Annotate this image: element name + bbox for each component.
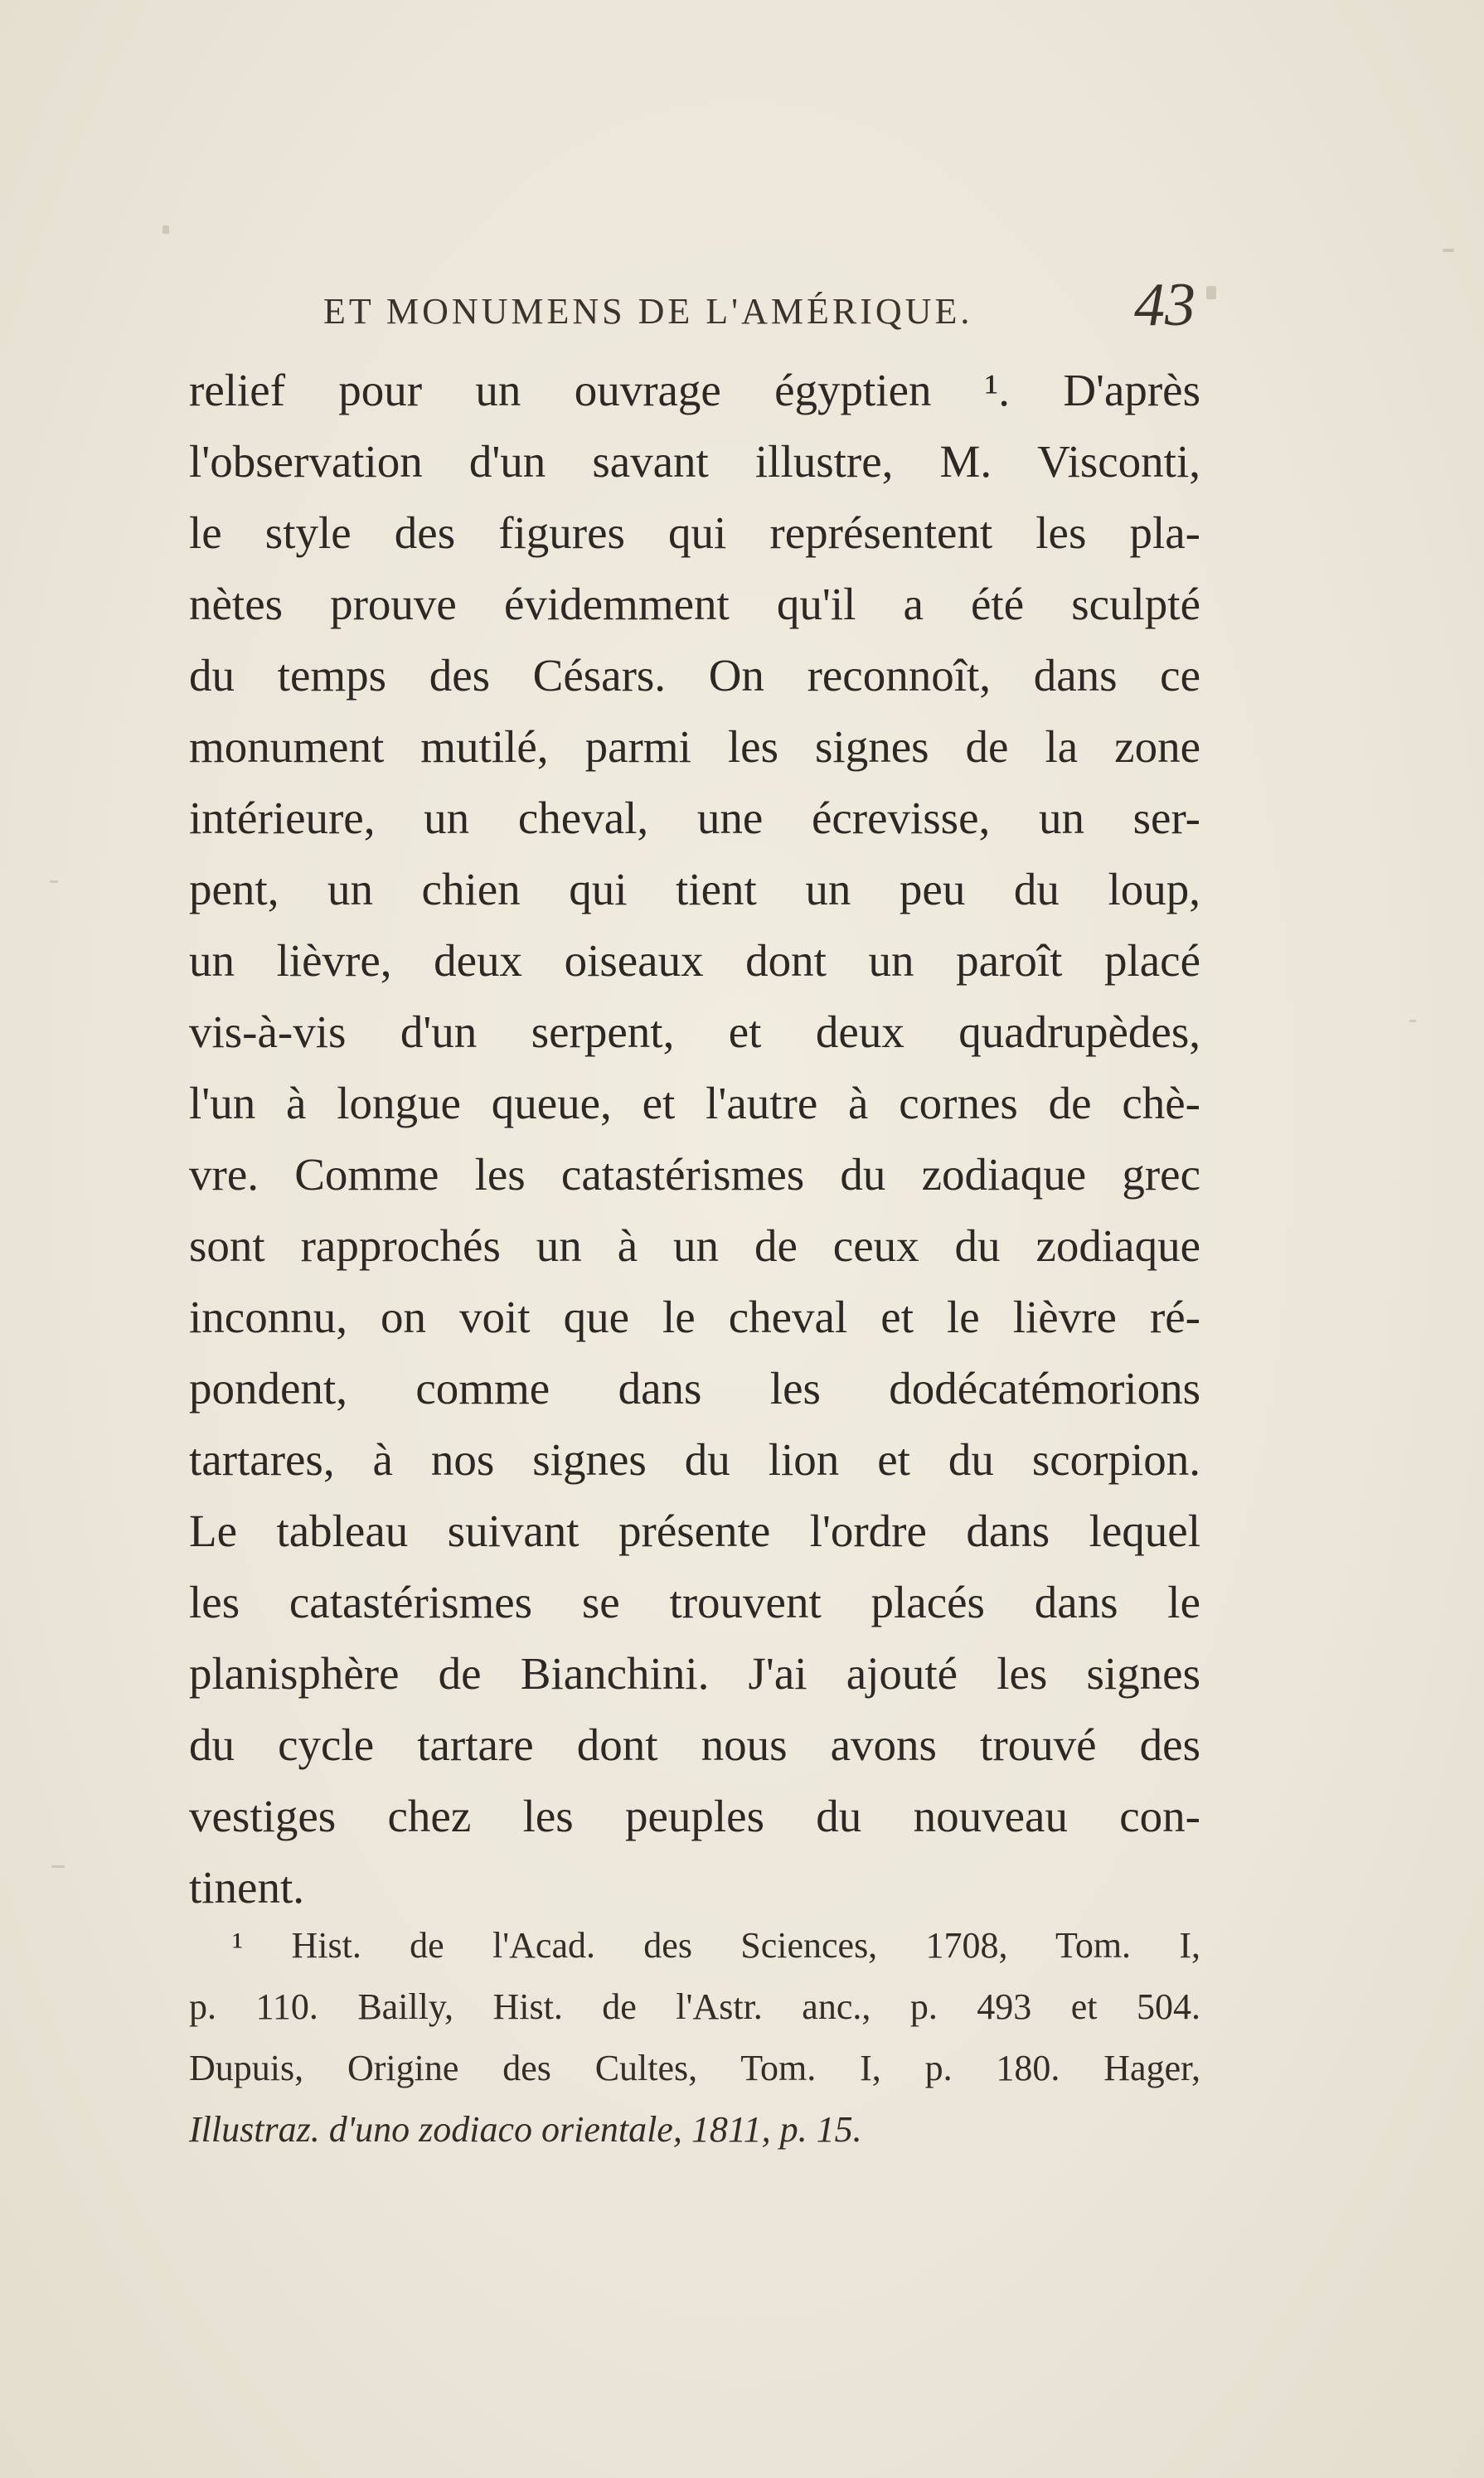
text-line: du temps des Césars. On reconnoît, dans ce bbox=[189, 650, 1200, 701]
text-line: inconnu, on voit que le cheval et le lièvre ré- bbox=[189, 1292, 1200, 1342]
footnote-line: Dupuis, Origine des Cultes, Tom. I, p. 180. Hager, bbox=[189, 2048, 1200, 2088]
page-number: 43 bbox=[1134, 271, 1195, 339]
paper-speck bbox=[1206, 286, 1216, 299]
paper-speck bbox=[51, 1865, 65, 1868]
text-line: sont rapprochés un à un de ceux du zodiaque bbox=[189, 1220, 1200, 1271]
paper-speck bbox=[50, 880, 58, 883]
footnote-line: Illustraz. d'uno zodiaco orientale, 1811, p. 15. bbox=[189, 2109, 862, 2150]
footnote-line: p. 110. Bailly, Hist. de l'Astr. anc., p. 493 et 504. bbox=[189, 1986, 1200, 2027]
text-line: du cycle tartare dont nous avons trouvé des bbox=[189, 1719, 1200, 1770]
text-line: vre. Comme les catastérismes du zodiaque grec bbox=[189, 1149, 1200, 1200]
running-title: ET MONUMENS DE L'AMÉRIQUE. bbox=[323, 291, 973, 332]
text-line: le style des figures qui représentent les pla- bbox=[189, 507, 1200, 558]
text-line: l'un à longue queue, et l'autre à cornes de chè- bbox=[189, 1078, 1200, 1128]
text-line: pent, un chien qui tient un peu du loup, bbox=[189, 864, 1200, 914]
text-line: monument mutilé, parmi les signes de la zone bbox=[189, 721, 1200, 772]
text-line: vis-à-vis d'un serpent, et deux quadrupèdes, bbox=[189, 1006, 1200, 1057]
text-line: vestiges chez les peuples du nouveau con- bbox=[189, 1791, 1200, 1841]
text-line: l'observation d'un savant illustre, M. Visconti, bbox=[189, 436, 1200, 487]
text-line: nètes prouve évidemment qu'il a été sculpté bbox=[189, 579, 1200, 629]
running-head bbox=[323, 265, 1069, 340]
text-line: les catastérismes se trouvent placés dans le bbox=[189, 1577, 1200, 1627]
text-line: tartares, à nos signes du lion et du scorpion. bbox=[189, 1434, 1200, 1485]
paper-speck bbox=[162, 225, 169, 234]
text-line: un lièvre, deux oiseaux dont un paroît placé bbox=[189, 935, 1200, 986]
text-line: Le tableau suivant présente l'ordre dans lequel bbox=[189, 1506, 1200, 1556]
text-line: pondent, comme dans les dodécatémorions bbox=[189, 1363, 1200, 1414]
text-line: planisphère de Bianchini. J'ai ajouté les signes bbox=[189, 1648, 1200, 1699]
footnote bbox=[189, 1915, 1200, 2160]
paper-speck bbox=[1409, 1020, 1416, 1022]
body-text bbox=[189, 355, 1200, 1923]
text-line: intérieure, un cheval, une écrevisse, un ser- bbox=[189, 793, 1200, 843]
footnote-line: ¹ Hist. de l'Acad. des Sciences, 1708, Tom. I, bbox=[232, 1925, 1200, 1966]
paper-speck bbox=[1443, 249, 1454, 252]
text-line: tinent. bbox=[189, 1862, 305, 1913]
text-line: relief pour un ouvrage égyptien ¹. D'après bbox=[189, 365, 1200, 415]
